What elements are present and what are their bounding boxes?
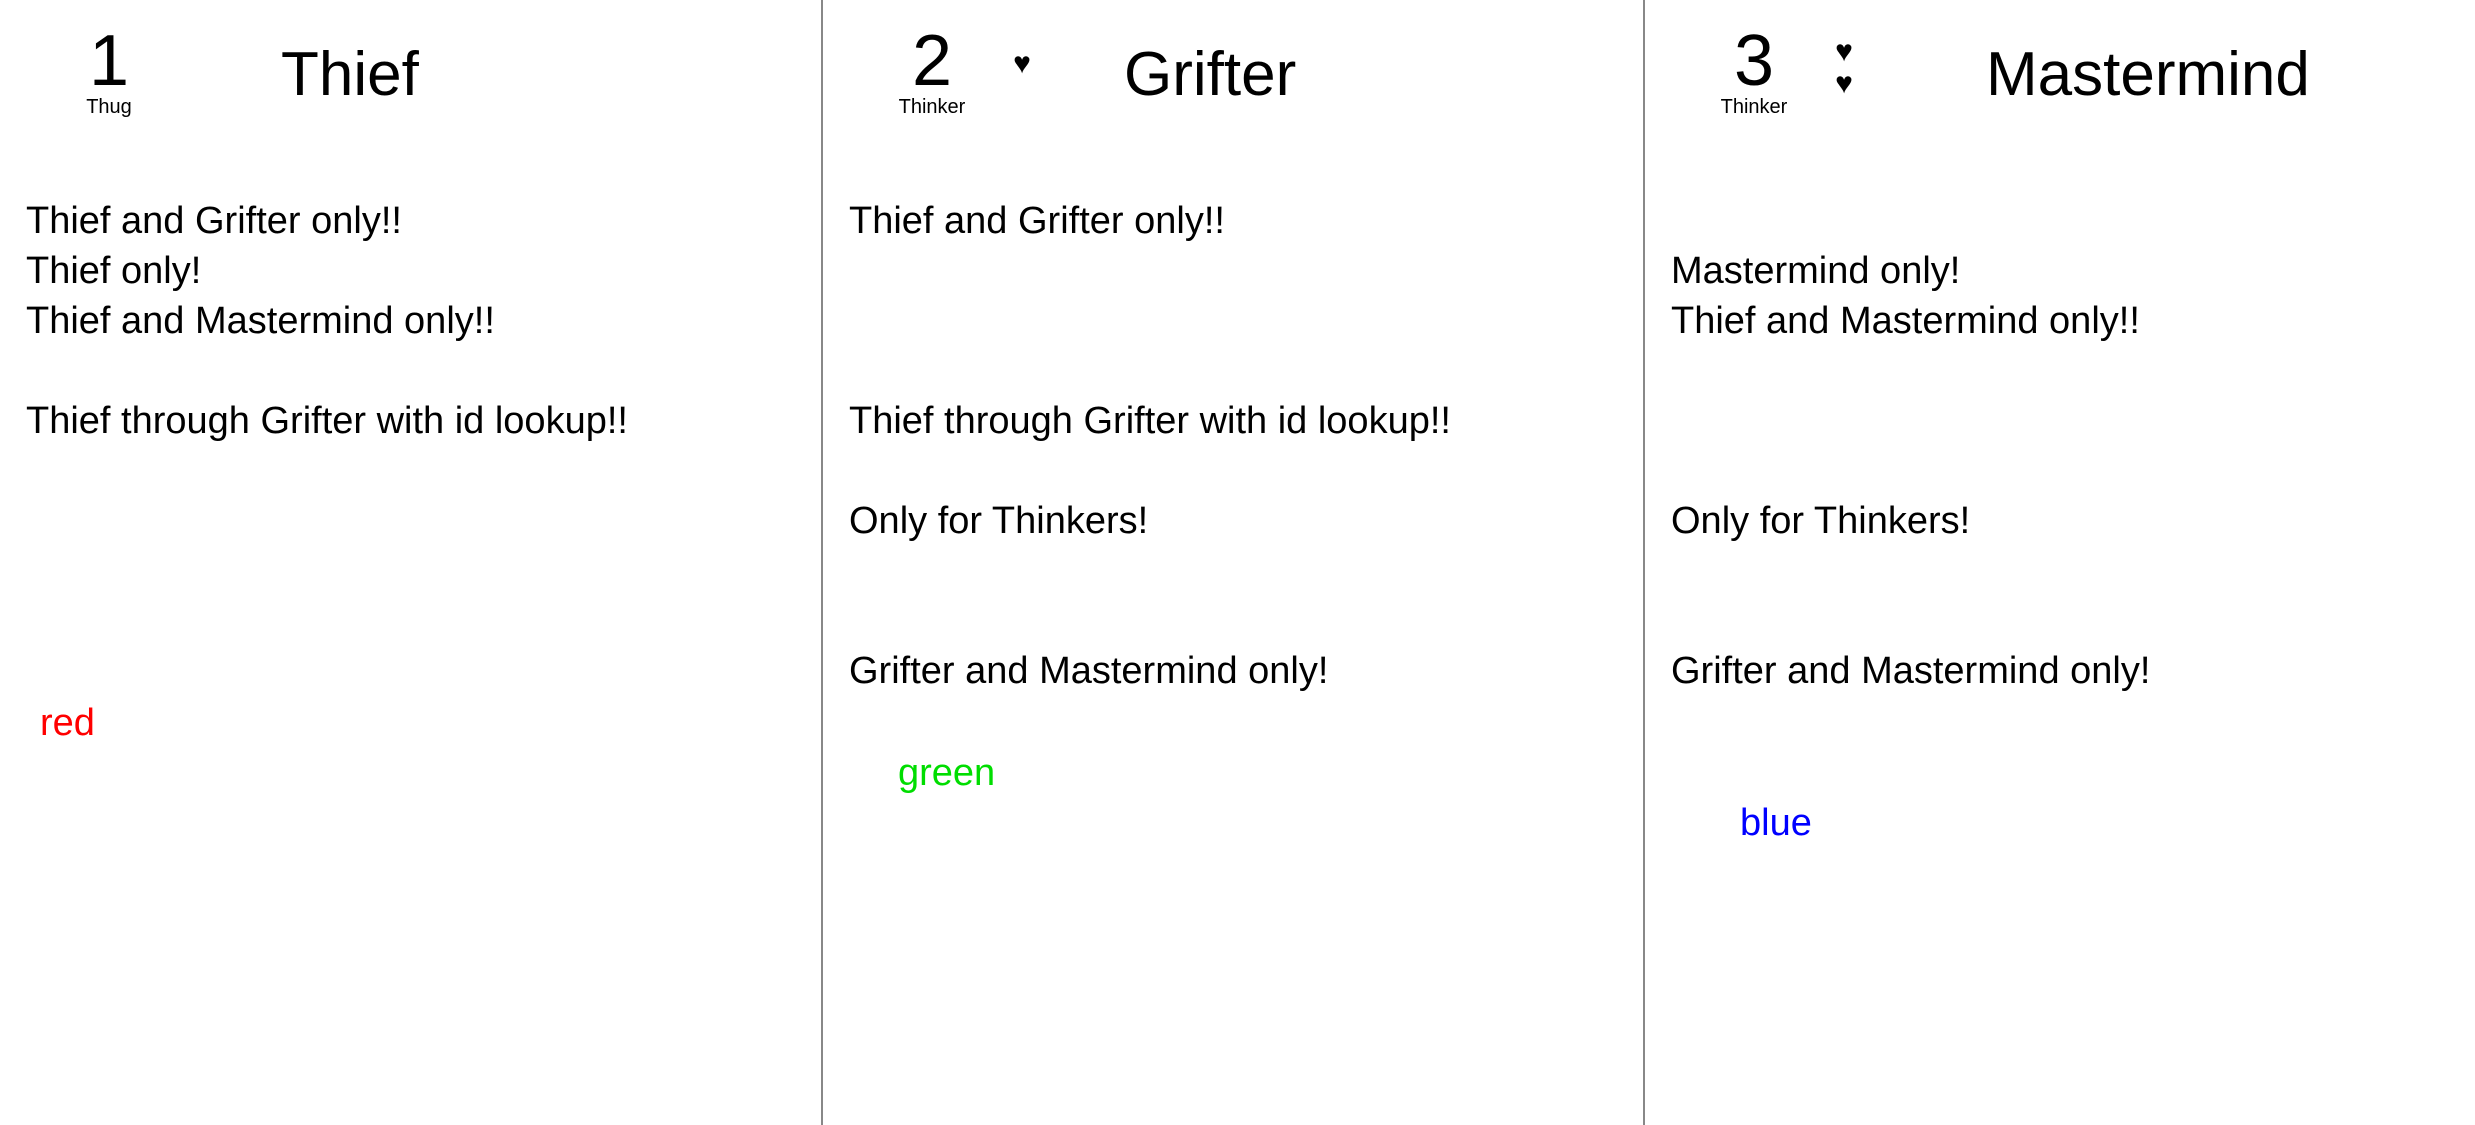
color-word: red xyxy=(40,702,95,744)
heart-icon: ♥ xyxy=(1835,67,1853,100)
heart-icon xyxy=(999,48,1045,80)
card-title: Grifter xyxy=(1124,40,1297,109)
card-thief xyxy=(0,0,823,1125)
card-title: Mastermind xyxy=(1986,40,2310,109)
heart-icon-group xyxy=(1821,36,1867,100)
rank-role-label: Thinker xyxy=(898,96,966,118)
card-line: Thief and Grifter only!! xyxy=(26,200,402,242)
rank-number: 3 xyxy=(1733,21,1775,101)
rank-block xyxy=(877,21,987,118)
card-grifter-header xyxy=(849,0,1643,170)
rank-role-label: Thinker xyxy=(1720,96,1788,118)
color-word: green xyxy=(898,752,996,794)
card-mastermind-inner xyxy=(1645,0,2473,1125)
card-line: Thief through Grifter with id lookup!! xyxy=(26,400,628,442)
rank-number: 1 xyxy=(88,21,130,101)
card-line: Only for Thinkers! xyxy=(1671,500,1971,542)
card-line: Only for Thinkers! xyxy=(849,500,1149,542)
card-mastermind-header xyxy=(1671,0,2473,170)
card-line: Thief through Grifter with id lookup!! xyxy=(849,400,1451,442)
card-line: Thief and Mastermind only!! xyxy=(1671,300,2140,342)
rank-block xyxy=(54,21,164,118)
card-thief-header xyxy=(26,0,821,170)
card-line: Mastermind only! xyxy=(1671,250,1961,292)
card-mastermind xyxy=(1645,0,2473,1125)
heart-icon: ♥ xyxy=(1013,47,1031,80)
rank-block xyxy=(1699,21,1809,118)
card-thief-inner xyxy=(0,0,821,1125)
card-line: Thief and Mastermind only!! xyxy=(26,300,495,342)
card-grifter xyxy=(823,0,1645,1125)
card-line: Thief and Grifter only!! xyxy=(849,200,1225,242)
card-title: Thief xyxy=(281,40,419,109)
card-line: Grifter and Mastermind only! xyxy=(849,650,1329,692)
heart-icon: ♥ xyxy=(1835,35,1853,68)
rank-number: 2 xyxy=(911,21,953,101)
card-grifter-inner xyxy=(823,0,1643,1125)
card-line: Thief only! xyxy=(26,250,202,292)
card-line: Grifter and Mastermind only! xyxy=(1671,650,2151,692)
color-word: blue xyxy=(1740,802,1812,844)
rank-role-label: Thug xyxy=(86,96,132,118)
